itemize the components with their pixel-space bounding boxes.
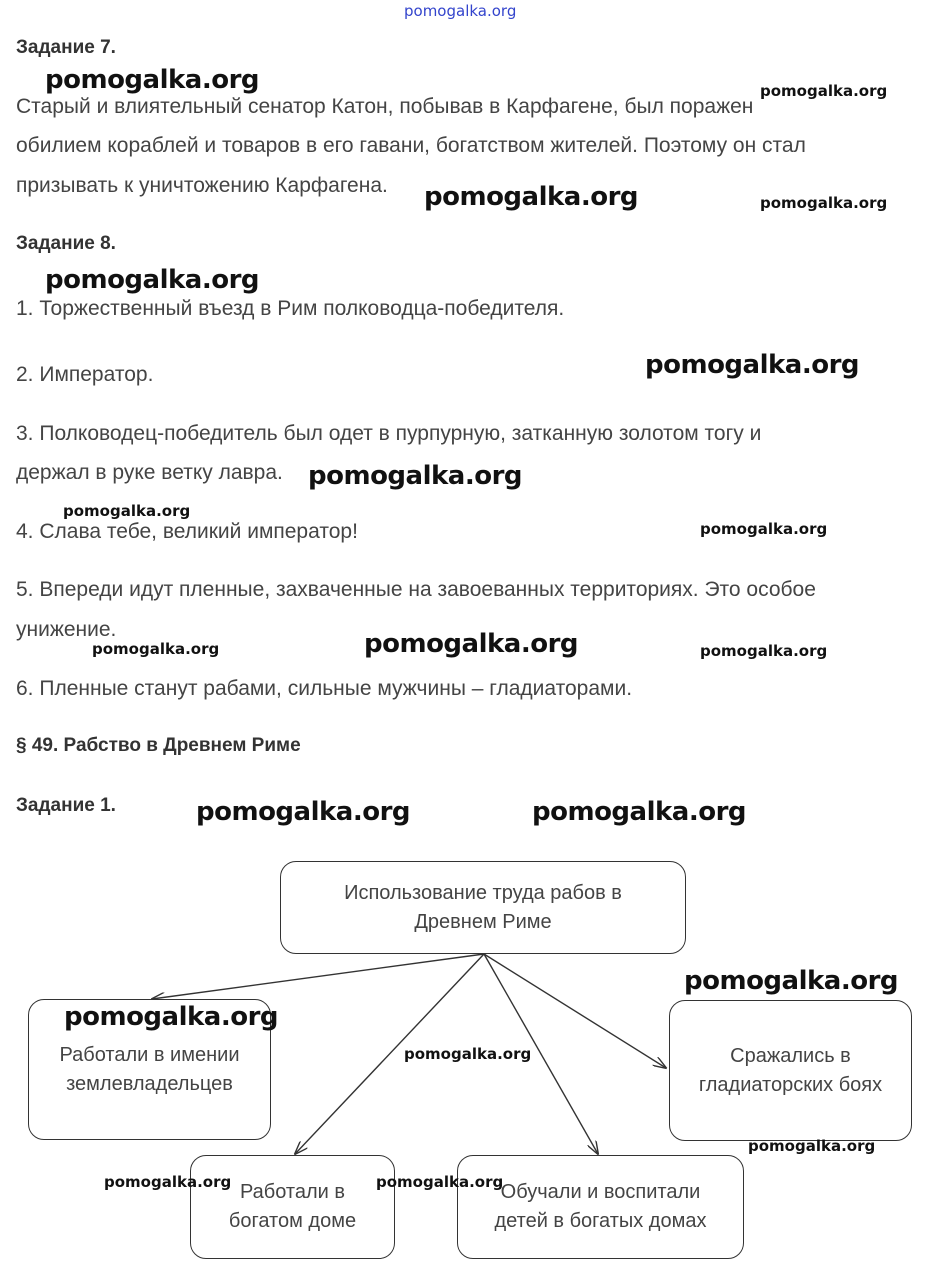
watermark: pomogalka.org [760,82,888,100]
diagram-right-box: Сражались в гладиаторских боях [669,1000,912,1141]
task8-item-3-cont: держал в руке ветку лавра. [16,461,283,484]
diagram-bottom-right-box: Обучали и воспитали детей в богатых домах [457,1155,744,1259]
diagram-root-box: Использование труда рабов в Древнем Риме [280,861,686,954]
watermark: pomogalka.org [63,502,191,520]
watermark: pomogalka.org [700,520,828,538]
watermark: pomogalka.org [196,797,411,827]
task7-heading: Задание 7. [16,37,116,58]
watermark: pomogalka.org [45,265,260,295]
task7-line-2: обилием кораблей и товаров в его гавани, богатством жителей. Поэтому он стал [16,134,806,157]
watermark: pomogalka.org [104,1173,232,1191]
diagram-left-box: Работали в имении землевладельцев [28,999,271,1140]
task8-item-2: 2. Император. [16,363,154,386]
watermark: pomogalka.org [645,350,860,380]
watermark: pomogalka.org [760,194,888,212]
watermark: pomogalka.org [404,1045,532,1063]
arrow-to-left [152,954,484,999]
watermark: pomogalka.org [308,461,523,491]
watermark: pomogalka.org [364,629,579,659]
task8-item-4: 4. Слава тебе, великий император! [16,520,358,543]
task8-item-5-cont: унижение. [16,618,117,641]
watermark: pomogalka.org [748,1137,876,1155]
watermark: pomogalka.org [700,642,828,660]
section-title: § 49. Рабство в Древнем Риме [16,735,301,756]
task7-line-3: призывать к уничтожению Карфагена. [16,174,388,197]
task1-heading: Задание 1. [16,795,116,816]
watermark: pomogalka.org [532,797,747,827]
task8-item-5: 5. Впереди идут пленные, захваченные на завоеванных территориях. Это особое [16,578,816,601]
diagram-bottom-left-box: Работали в богатом доме [190,1155,395,1259]
watermark: pomogalka.org [424,182,639,212]
watermark: pomogalka.org [92,640,220,658]
watermark-top: pomogalka.org [404,2,517,20]
task8-item-1: 1. Торжественный въезд в Рим полководца-победителя. [16,297,565,320]
task8-item-6: 6. Пленные станут рабами, сильные мужчины – гладиаторами. [16,677,633,700]
watermark: pomogalka.org [376,1173,504,1191]
watermark: pomogalka.org [45,65,260,95]
task8-heading: Задание 8. [16,233,116,254]
watermark: pomogalka.org [684,966,899,996]
task8-item-3: 3. Полководец-победитель был одет в пурпурную, затканную золотом тогу и [16,422,762,445]
task7-line-1: Старый и влиятельный сенатор Катон, побывав в Карфагене, был поражен [16,95,754,118]
watermark: pomogalka.org [64,1002,279,1032]
